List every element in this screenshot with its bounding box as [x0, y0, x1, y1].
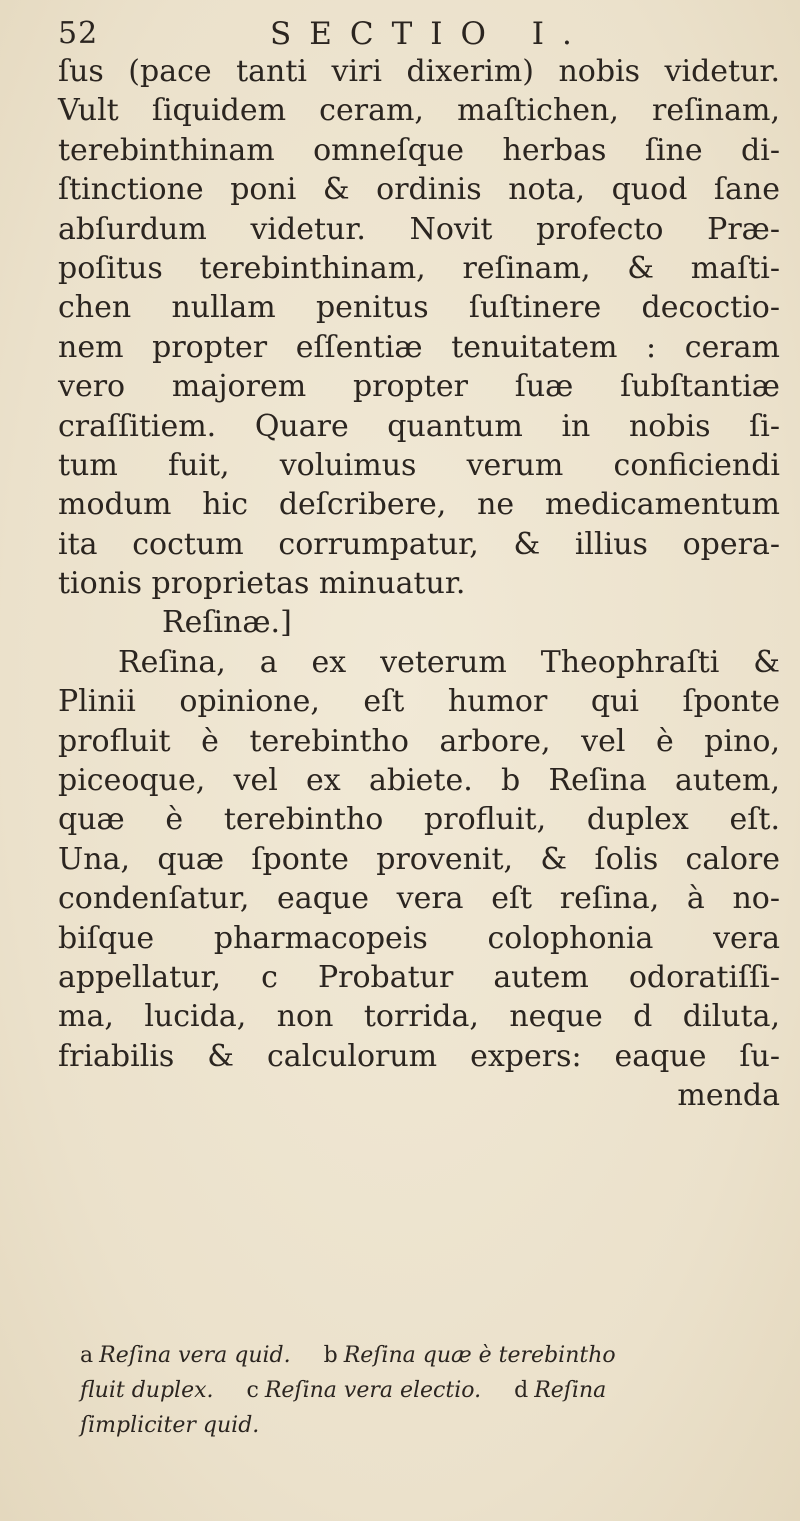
text-line: vero majorem propter ſuæ ſubſtantiæ [58, 369, 780, 405]
footnote-letter: d [514, 1378, 529, 1403]
text-line: terebinthinam omneſque herbas ſine di- [58, 132, 780, 168]
footnote-b-continued [80, 1373, 214, 1408]
text-line: piceoque, vel ex abiete. b Reſina autem, [58, 763, 780, 799]
footnote-text: ſimpliciter quid. [80, 1413, 260, 1438]
text-line: ma, lucida, non torrida, neque d diluta, [58, 999, 780, 1035]
footnote-text: Reſina [534, 1378, 607, 1403]
text-line: chen nullam penitus ſuſtinere decoctio- [58, 290, 780, 326]
text-line: Una, quæ ſponte provenit, & ſolis calore [58, 841, 780, 877]
footnote-letter: a [80, 1343, 94, 1368]
page-number: 52 [58, 16, 99, 51]
footnote-d [514, 1373, 606, 1408]
text-line: quæ è terebintho profluit, duplex eſt. [58, 802, 780, 838]
text-line: Reſina, a ex veterum Theophraſti & [118, 644, 780, 680]
text-line: tum fuit, voluimus verum conficiendi [58, 447, 780, 483]
text-line: profluit è terebintho arbore, vel è pino, [58, 723, 780, 759]
text-line: craſſitiem. Quare quantum in nobis ſi- [58, 408, 780, 444]
footnote-text: Reſina quæ è terebintho [343, 1343, 616, 1368]
text-line: ita coctum corrumpatur, & illius opera- [58, 526, 780, 562]
body-text [58, 52, 780, 1116]
footnote-c [247, 1373, 482, 1408]
text-line: tionis proprietas minuatur. [58, 566, 466, 602]
text-line: poſitus terebinthinam, reſinam, & maſti- [58, 250, 780, 286]
text-line: nem propter eſſentiæ tenuitatem : ceram [58, 329, 780, 365]
text-line: ſus (pace tanti viri dixerim) nobis videtur. [58, 54, 780, 89]
text-line: friabilis & calculorum expers: eaque ſu- [58, 1038, 780, 1074]
footnote-b [324, 1338, 616, 1373]
footnote-letter: c [246, 1378, 259, 1403]
footnote-letter: b [323, 1343, 338, 1368]
marginal-notes [80, 1338, 770, 1443]
text-line: appellatur, c Probatur autem odoratiſſi- [58, 959, 780, 995]
text-line: abſurdum videtur. Novit profecto Præ- [58, 211, 780, 247]
section-title: SECTIO I. [270, 16, 590, 52]
text-line: biſque pharmacopeis colophonia vera [58, 920, 780, 956]
footnote-text: Reſina vera quid. [99, 1343, 291, 1368]
footnote-text: fluit duplex. [80, 1378, 214, 1403]
text-line: modum hic deſcribere, ne medicamentum [58, 487, 780, 523]
footnote-a [80, 1338, 291, 1373]
lemma-heading: Reſinæ.] [162, 605, 292, 641]
text-line: Plinii opinione, eſt humor qui ſponte [58, 684, 780, 720]
text-line: ſtinctione poni & ordinis nota, quod ſane [58, 172, 780, 208]
text-line: condenſatur, eaque vera eſt reſina, à no- [58, 881, 780, 917]
footnote-text: Reſina vera electio. [264, 1378, 482, 1403]
footnote-d-continued [80, 1408, 259, 1443]
catchword: menda [677, 1078, 780, 1114]
text-line: Vult ſiquidem ceram, maſtichen, reſinam, [58, 93, 780, 129]
